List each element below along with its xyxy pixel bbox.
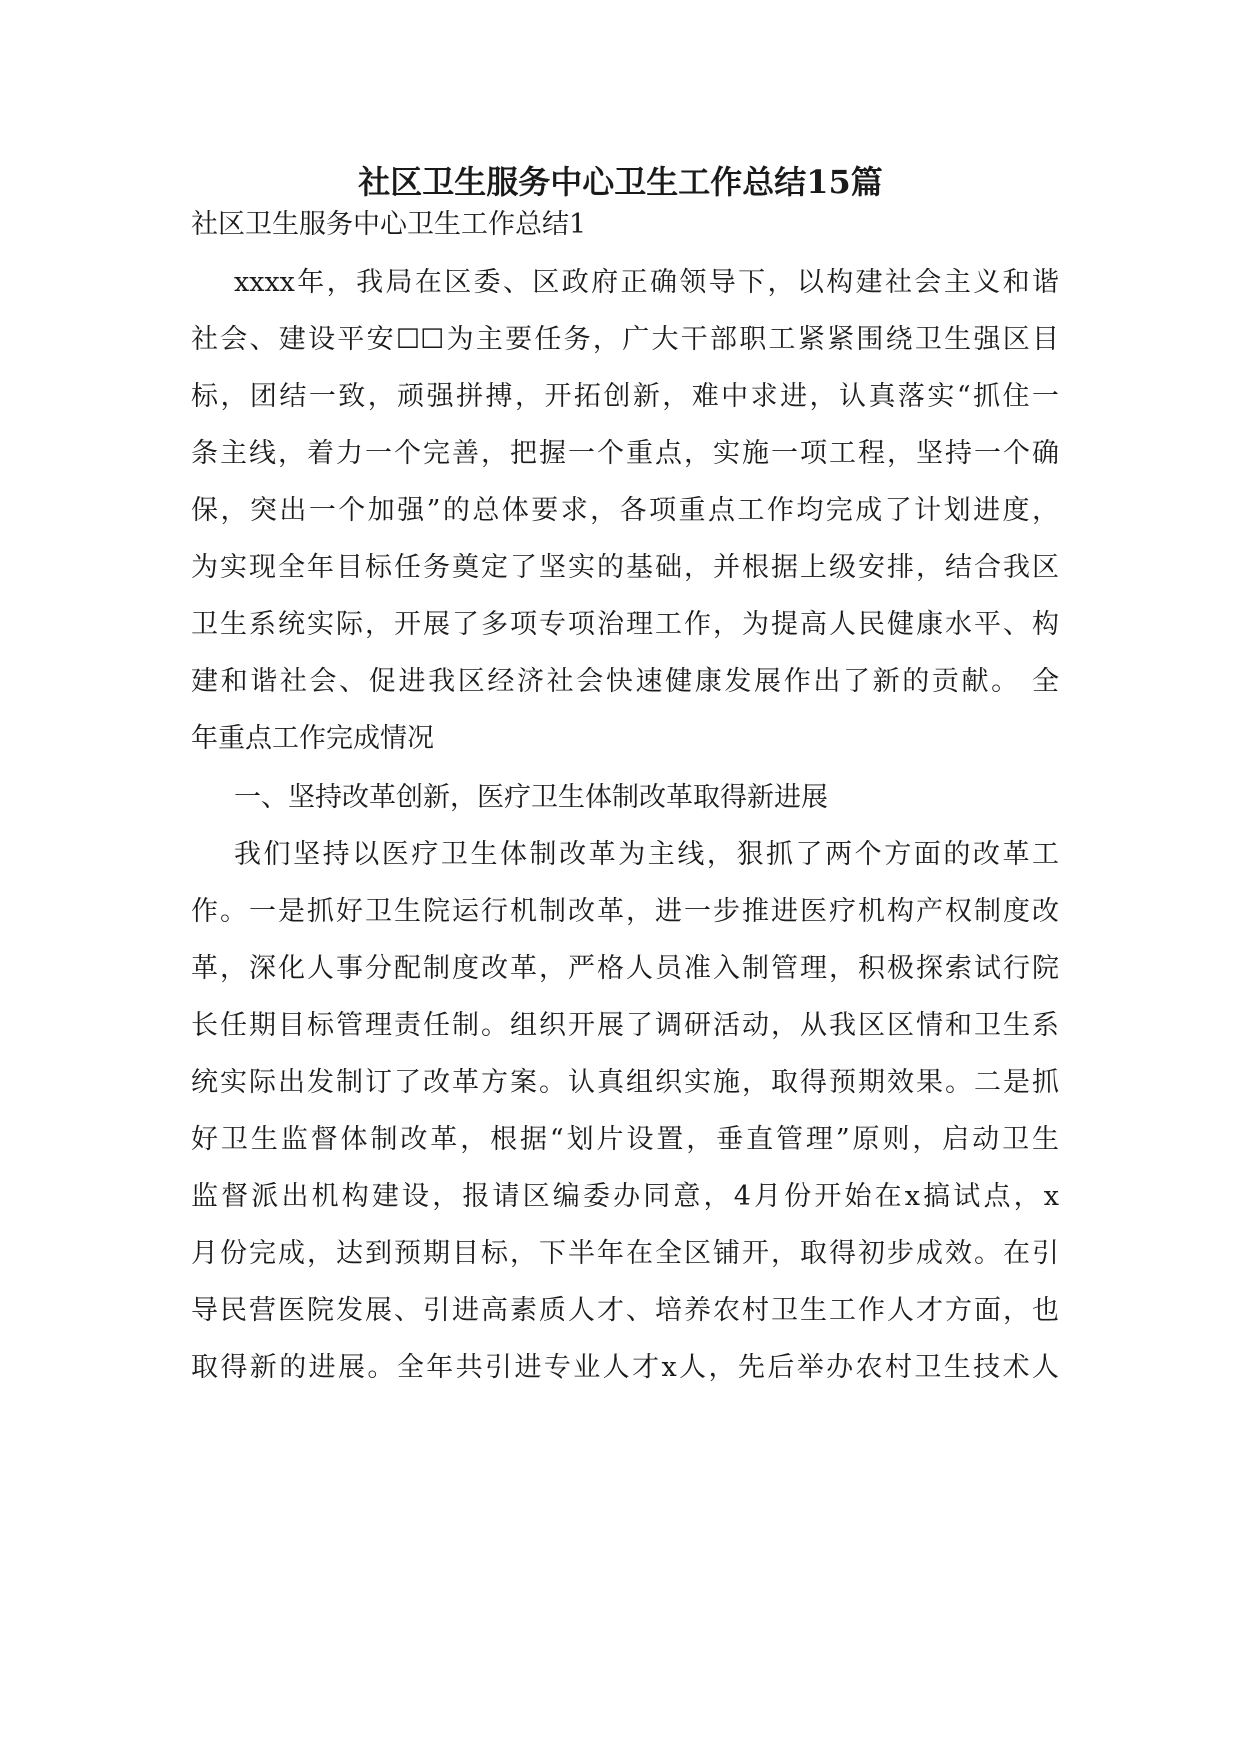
paragraph-line: 保，突出一个加强”的总体要求，各项重点工作均完成了计划进度， xyxy=(191,495,1059,526)
paragraph-line: 建和谐社会、促进我区经济社会快速健康发展作出了新的贡献。 全 xyxy=(191,666,1059,697)
paragraph-line: xxxx年，我局在区委、区政府正确领导下，以构建社会主义和谐 xyxy=(234,267,1059,298)
paragraph-line: 为实现全年目标任务奠定了坚实的基础，并根据上级安排，结合我区 xyxy=(191,552,1059,583)
paragraph-line: 监督派出机构建设，报请区编委办同意，4月份开始在x搞试点，x xyxy=(191,1181,1059,1212)
paragraph-line: 我们坚持以医疗卫生体制改革为主线，狠抓了两个方面的改革工 xyxy=(234,839,1059,870)
paragraph-line: 条主线，着力一个完善，把握一个重点，实施一项工程，坚持一个确 xyxy=(191,438,1059,469)
paragraph-line: 取得新的进展。全年共引进专业人才x人，先后举办农村卫生技术人 xyxy=(191,1352,1059,1383)
paragraph-line: 革，深化人事分配制度改革，严格人员准入制管理，积极探索试行院 xyxy=(191,953,1059,984)
section-subtitle: 社区卫生服务中心卫生工作总结1 xyxy=(191,209,587,240)
paragraph-line: 月份完成，达到预期目标，下半年在全区铺开，取得初步成效。在引 xyxy=(191,1238,1059,1269)
paragraph-line: 导民营医院发展、引进高素质人才、培养农村卫生工作人才方面，也 xyxy=(191,1295,1059,1326)
paragraph-line: 标，团结一致，顽强拼搏，开拓创新，难中求进，认真落实“抓住一 xyxy=(191,381,1059,412)
section-heading: 一、坚持改革创新，医疗卫生体制改革取得新进展 xyxy=(234,782,828,813)
paragraph-line: 社会、建设平安☐☐为主要任务，广大干部职工紧紧围绕卫生强区目 xyxy=(191,324,1059,355)
paragraph-line: 卫生系统实际，开展了多项专项治理工作，为提高人民健康水平、构 xyxy=(191,609,1059,640)
paragraph-line: 好卫生监督体制改革，根据“划片设置，垂直管理”原则，启动卫生 xyxy=(191,1124,1059,1155)
paragraph-line: 统实际出发制订了改革方案。认真组织实施，取得预期效果。二是抓 xyxy=(191,1067,1059,1098)
paragraph-line: 年重点工作完成情况 xyxy=(191,723,434,754)
document-title: 社区卫生服务中心卫生工作总结15篇 xyxy=(358,163,883,201)
paragraph-line: 长任期目标管理责任制。组织开展了调研活动，从我区区情和卫生系 xyxy=(191,1010,1059,1041)
paragraph-line: 作。一是抓好卫生院运行机制改革，进一步推进医疗机构产权制度改 xyxy=(191,896,1059,927)
